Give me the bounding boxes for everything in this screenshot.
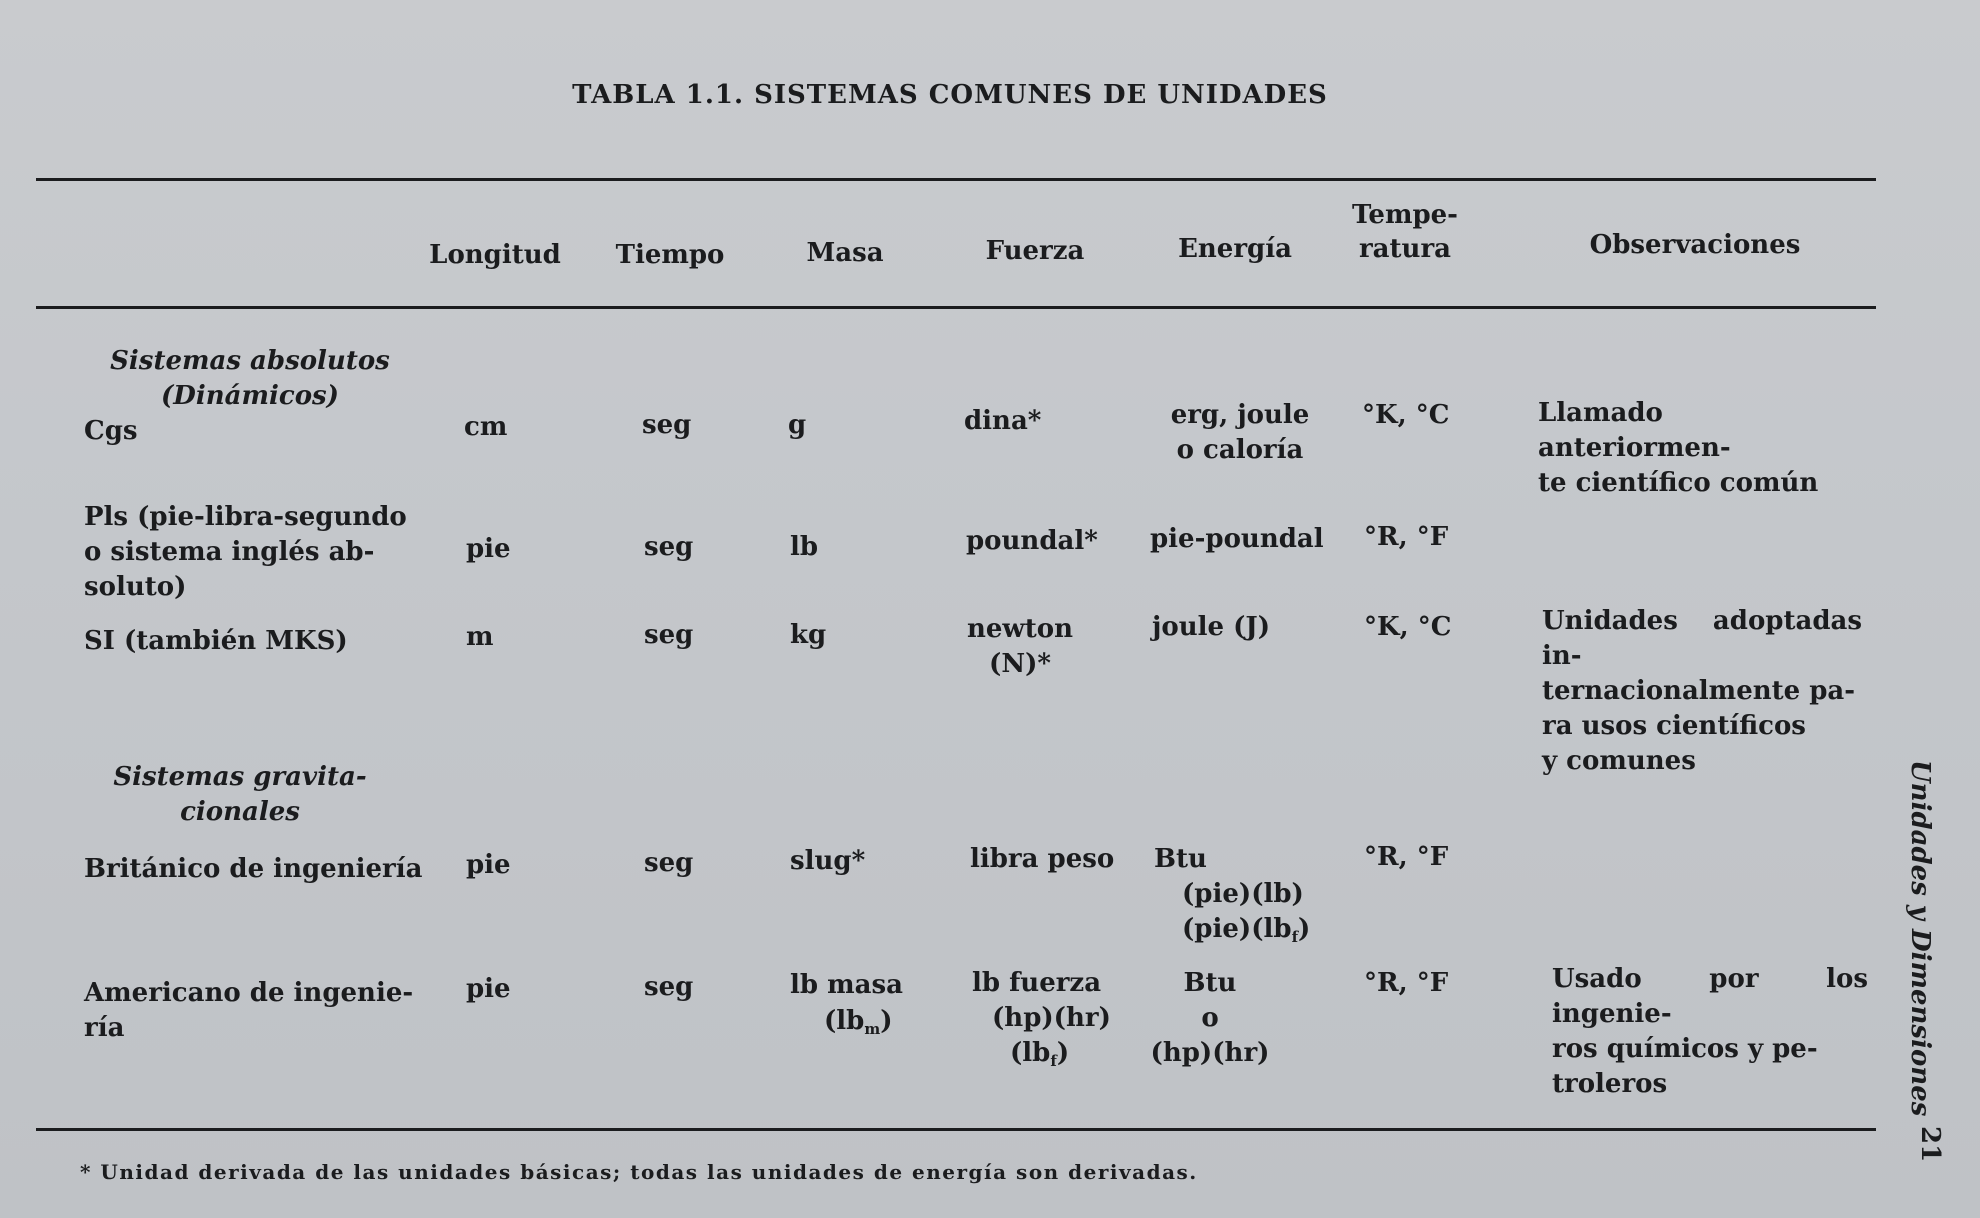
row-americano-longitud: pie	[466, 974, 511, 1004]
header-observaciones: Observaciones	[1589, 230, 1801, 260]
table-title: TABLA 1.1. SISTEMAS COMUNES DE UNIDADES	[572, 80, 1328, 110]
row-cgs-masa: g	[788, 410, 807, 440]
row-pls-fuerza: poundal*	[966, 526, 1098, 556]
row-si-fuerza: newton (N)*	[966, 614, 1074, 679]
table-top-rule	[36, 178, 1876, 181]
section-sistemas-gravitacionales: Sistemas gravita- cionales	[113, 762, 367, 827]
header-longitud: Longitud	[429, 240, 561, 270]
header-masa: Masa	[806, 238, 884, 268]
row-si-longitud: m	[466, 622, 494, 652]
row-britanico-temperatura: °R, °F	[1364, 842, 1449, 872]
row-britanico-sistema: Británico de ingeniería	[84, 854, 423, 884]
header-bottom-rule	[36, 306, 1876, 309]
row-americano-temperatura: °R, °F	[1364, 968, 1449, 998]
row-cgs-observaciones: Llamado anteriormen- te científico común	[1538, 398, 1819, 498]
row-cgs-tiempo: seg	[642, 410, 692, 440]
row-pls-masa: lb	[790, 532, 819, 562]
table-bottom-rule	[36, 1128, 1876, 1131]
row-britanico-fuerza: libra peso	[970, 844, 1115, 874]
row-americano-fuerza-lbf: $(lb_f)$	[1010, 1038, 1070, 1070]
row-si-temperatura: °K, °C	[1364, 612, 1452, 642]
row-britanico-energia-pie-lbf: $(pie)(lb_f)$	[1182, 914, 1311, 946]
row-pls-temperatura: °R, °F	[1364, 522, 1449, 552]
footnote: * Unidad derivada de las unidades básicas; todas las unidades de energía son derivadas.	[80, 1160, 1198, 1184]
row-si-sistema: SI (también MKS)	[84, 626, 348, 656]
row-cgs-longitud: cm	[464, 412, 508, 442]
row-pls-longitud: pie	[466, 534, 511, 564]
row-cgs-energia: erg, joule o caloría	[1170, 400, 1310, 465]
row-pls-tiempo: seg	[644, 532, 694, 562]
row-britanico-energia-pie-lb: (pie)(lb)	[1182, 879, 1304, 909]
row-pls-sistema: Pls (pie-libra-segundo o sistema inglés ab- soluto)	[84, 502, 407, 602]
row-americano-masa-lb-masa: lb masa	[790, 970, 903, 1000]
header-energia: Energía	[1178, 234, 1292, 264]
page-number: 21	[1915, 1126, 1945, 1163]
running-header-chapter: Unidades y Dimensiones	[1905, 760, 1935, 1117]
row-cgs-sistema: Cgs	[84, 416, 138, 446]
row-si-masa: kg	[790, 620, 827, 650]
row-americano-energia: Btu o (hp)(hr)	[1150, 968, 1270, 1068]
header-tiempo: Tiempo	[615, 240, 725, 270]
header-temperatura: Tempe- ratura	[1352, 200, 1458, 264]
row-americano-fuerza-lb-fuerza: lb fuerza	[972, 968, 1102, 998]
row-britanico-energia-btu: Btu	[1154, 844, 1207, 874]
row-britanico-longitud: pie	[466, 850, 511, 880]
row-britanico-masa: slug*	[790, 846, 866, 876]
row-si-tiempo: seg	[644, 620, 694, 650]
section-sistemas-absolutos: Sistemas absolutos (Dinámicos)	[110, 346, 390, 411]
row-cgs-temperatura: °K, °C	[1362, 400, 1450, 430]
row-pls-energia: pie-poundal	[1150, 524, 1324, 554]
row-cgs-fuerza: dina*	[964, 406, 1042, 436]
row-americano-tiempo: seg	[644, 972, 694, 1002]
row-britanico-tiempo: seg	[644, 848, 694, 878]
row-americano-masa-lbm: $(lb_m)$	[824, 1006, 893, 1038]
row-americano-fuerza-hp-hr: (hp)(hr)	[992, 1003, 1111, 1033]
header-fuerza: Fuerza	[985, 236, 1085, 266]
row-si-energia: joule (J)	[1152, 612, 1271, 642]
row-americano-sistema: Americano de ingenie- ría	[84, 978, 414, 1043]
row-si-observaciones: Unidades adoptadas in- ternacionalmente pa- ra usos científicos y comunes	[1542, 606, 1862, 776]
row-americano-observaciones: Usado por los ingenie- ros químicos y pe- troleros	[1552, 964, 1868, 1099]
